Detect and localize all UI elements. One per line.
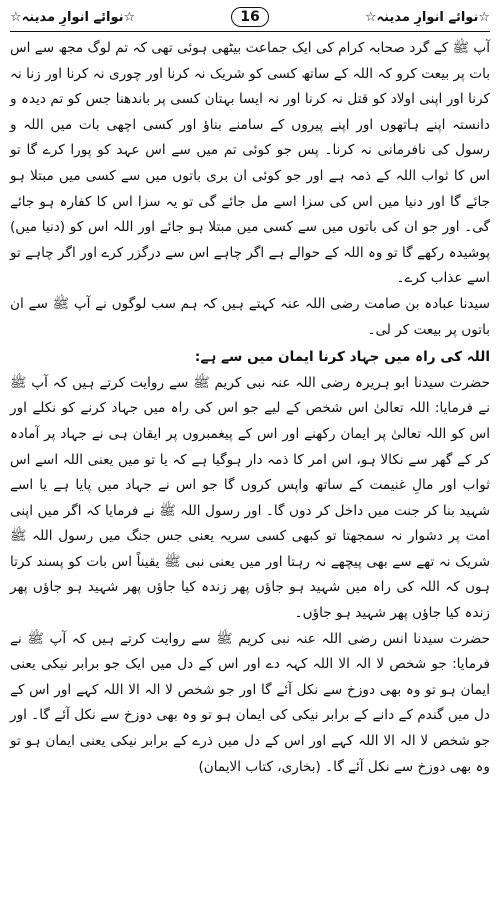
section-heading-jihad: اللہ کی راہ میں جہاد کرنا ایمان میں سے ہے: [194, 349, 490, 366]
header-divider [10, 31, 490, 32]
paragraph-abu-hurairah: حضرت سیدنا ابو ہریرہ رضی اللہ عنہ نبی کریم ﷺ سے روایت کرتے ہیں کہ آپ ﷺ نے فرمایا: اللہ تعالیٰ اس شخص کے لیے جو اس کی راہ میں جہاد کرنے کو نکلے اور اس کو اللہ تعالیٰ پر ایمان رکھنے اور اس کے پیغمبروں پر ایقان ہی نے جہاد پر آمادہ کر کے گھر سے نکالا ہو، اس امر کا ذمہ دار ہوگیا ہے کہ یا تو میں یعنی اللہ اسے اس ثواب اور مالِ غنیمت کے ساتھ واپس کروں گا جو اس نے جہاد میں پایا ہے یا اسے شہید بنا کر جنت میں داخل کر دوں گا۔ اور رسول اللہ ﷺ نے فرمایا کہ اگر میں اپنی امت پر دشوار نہ سمجھتا تو کبھی کسی سریہ یعنی جس جنگ میں رسول اللہ ﷺ شریک نہ تھے سے بھی پیچھے نہ رہتا اور میں یعنی نبی ﷺ یقیناً اس بات کو پسند کرتا ہوں کہ اللہ کی راہ میں شہید ہو جاؤں پھر زندہ کیا جاؤں پھر شہید ہو جاؤں پھر زندہ کیا جاؤں پھر شہید ہو جاؤں۔ [10, 374, 490, 622]
header-title-left: ☆نوائے انوارِ مدینہ☆ [10, 9, 136, 25]
page-header [10, 4, 490, 30]
paragraph-bayah: آپ ﷺ کے گرد صحابہ کرام کی ایک جماعت بیٹھی ہوئی تھی کہ تم لوگ مجھ سے اس بات پر بیعت کرو کہ اللہ کے ساتھ کسی کو شریک نہ کرنا اور چوری نہ کرنا اور زنا نہ کرنا اور اپنی اولاد کو قتل نہ کرنا اور نہ ایسا بہتان کسی پر باندھنا جس کو تم دیدہ و دانستہ اپنے ہاتھوں اور اپنے پیروں کے سامنے بناؤ اور کسی اچھی بات میں اللہ و رسول کی نافرمانی نہ کرنا۔ پس جو کوئی تم میں سے اس عہد کو پورا کرے گا تو اس کا ثواب اللہ کے ذمہ ہے اور جو کوئی ان بری باتوں میں سے کسی میں مبتلا ہو جائے گا اور دنیا میں اس کی سزا اسے مل جائے گی تو یہ سزا اس کا کفارہ ہو جائے گی۔ اور جو ان کی باتوں میں سے کسی میں مبتلا ہو جائے اور اللہ اس کو (دنیا میں) پوشیدہ رکھے گا تو وہ اللہ کے حوالے ہے اگر چاہے اس سے درگزر کرے اور اگر چاہے تو اسے عذاب کرے۔ [10, 40, 490, 287]
paragraph-anas: حضرت سیدنا انس رضی اللہ عنہ نبی کریم ﷺ سے روایت کرتے ہیں کہ آپ ﷺ نے فرمایا: جو شخص لا الہ الا اللہ کہہ دے اور اس کے دل میں ایک جو برابر نیکی یعنی ایمان ہو تو وہ بھی دوزخ سے نکل آئے گا اور جو شخص لا الہ الا اللہ کہے اور اس کے دل میں گندم کے دانے کے برابر نیکی کی ایمان ہو تو وہ بھی دوزخ سے نکل آئے گا۔ اور جو شخص لا الہ الا اللہ کہے اور اس کے دل میں ذرے کے برابر نیکی یعنی ایمان ہو تو وہ بھی دوزخ سے نکل آئے گا۔ (بخاری، کتاب الایمان) [10, 630, 490, 775]
page-body [10, 36, 490, 780]
header-title-right: ☆نوائے انوارِ مدینہ☆ [364, 9, 490, 25]
paragraph-ubadah: سیدنا عبادہ بن صامت رضی اللہ عنہ کہتے ہیں کہ ہم سب لوگوں نے آپ ﷺ سے ان باتوں پر بیعت کر لی۔ [10, 295, 490, 338]
page-number: 16 [231, 7, 269, 27]
